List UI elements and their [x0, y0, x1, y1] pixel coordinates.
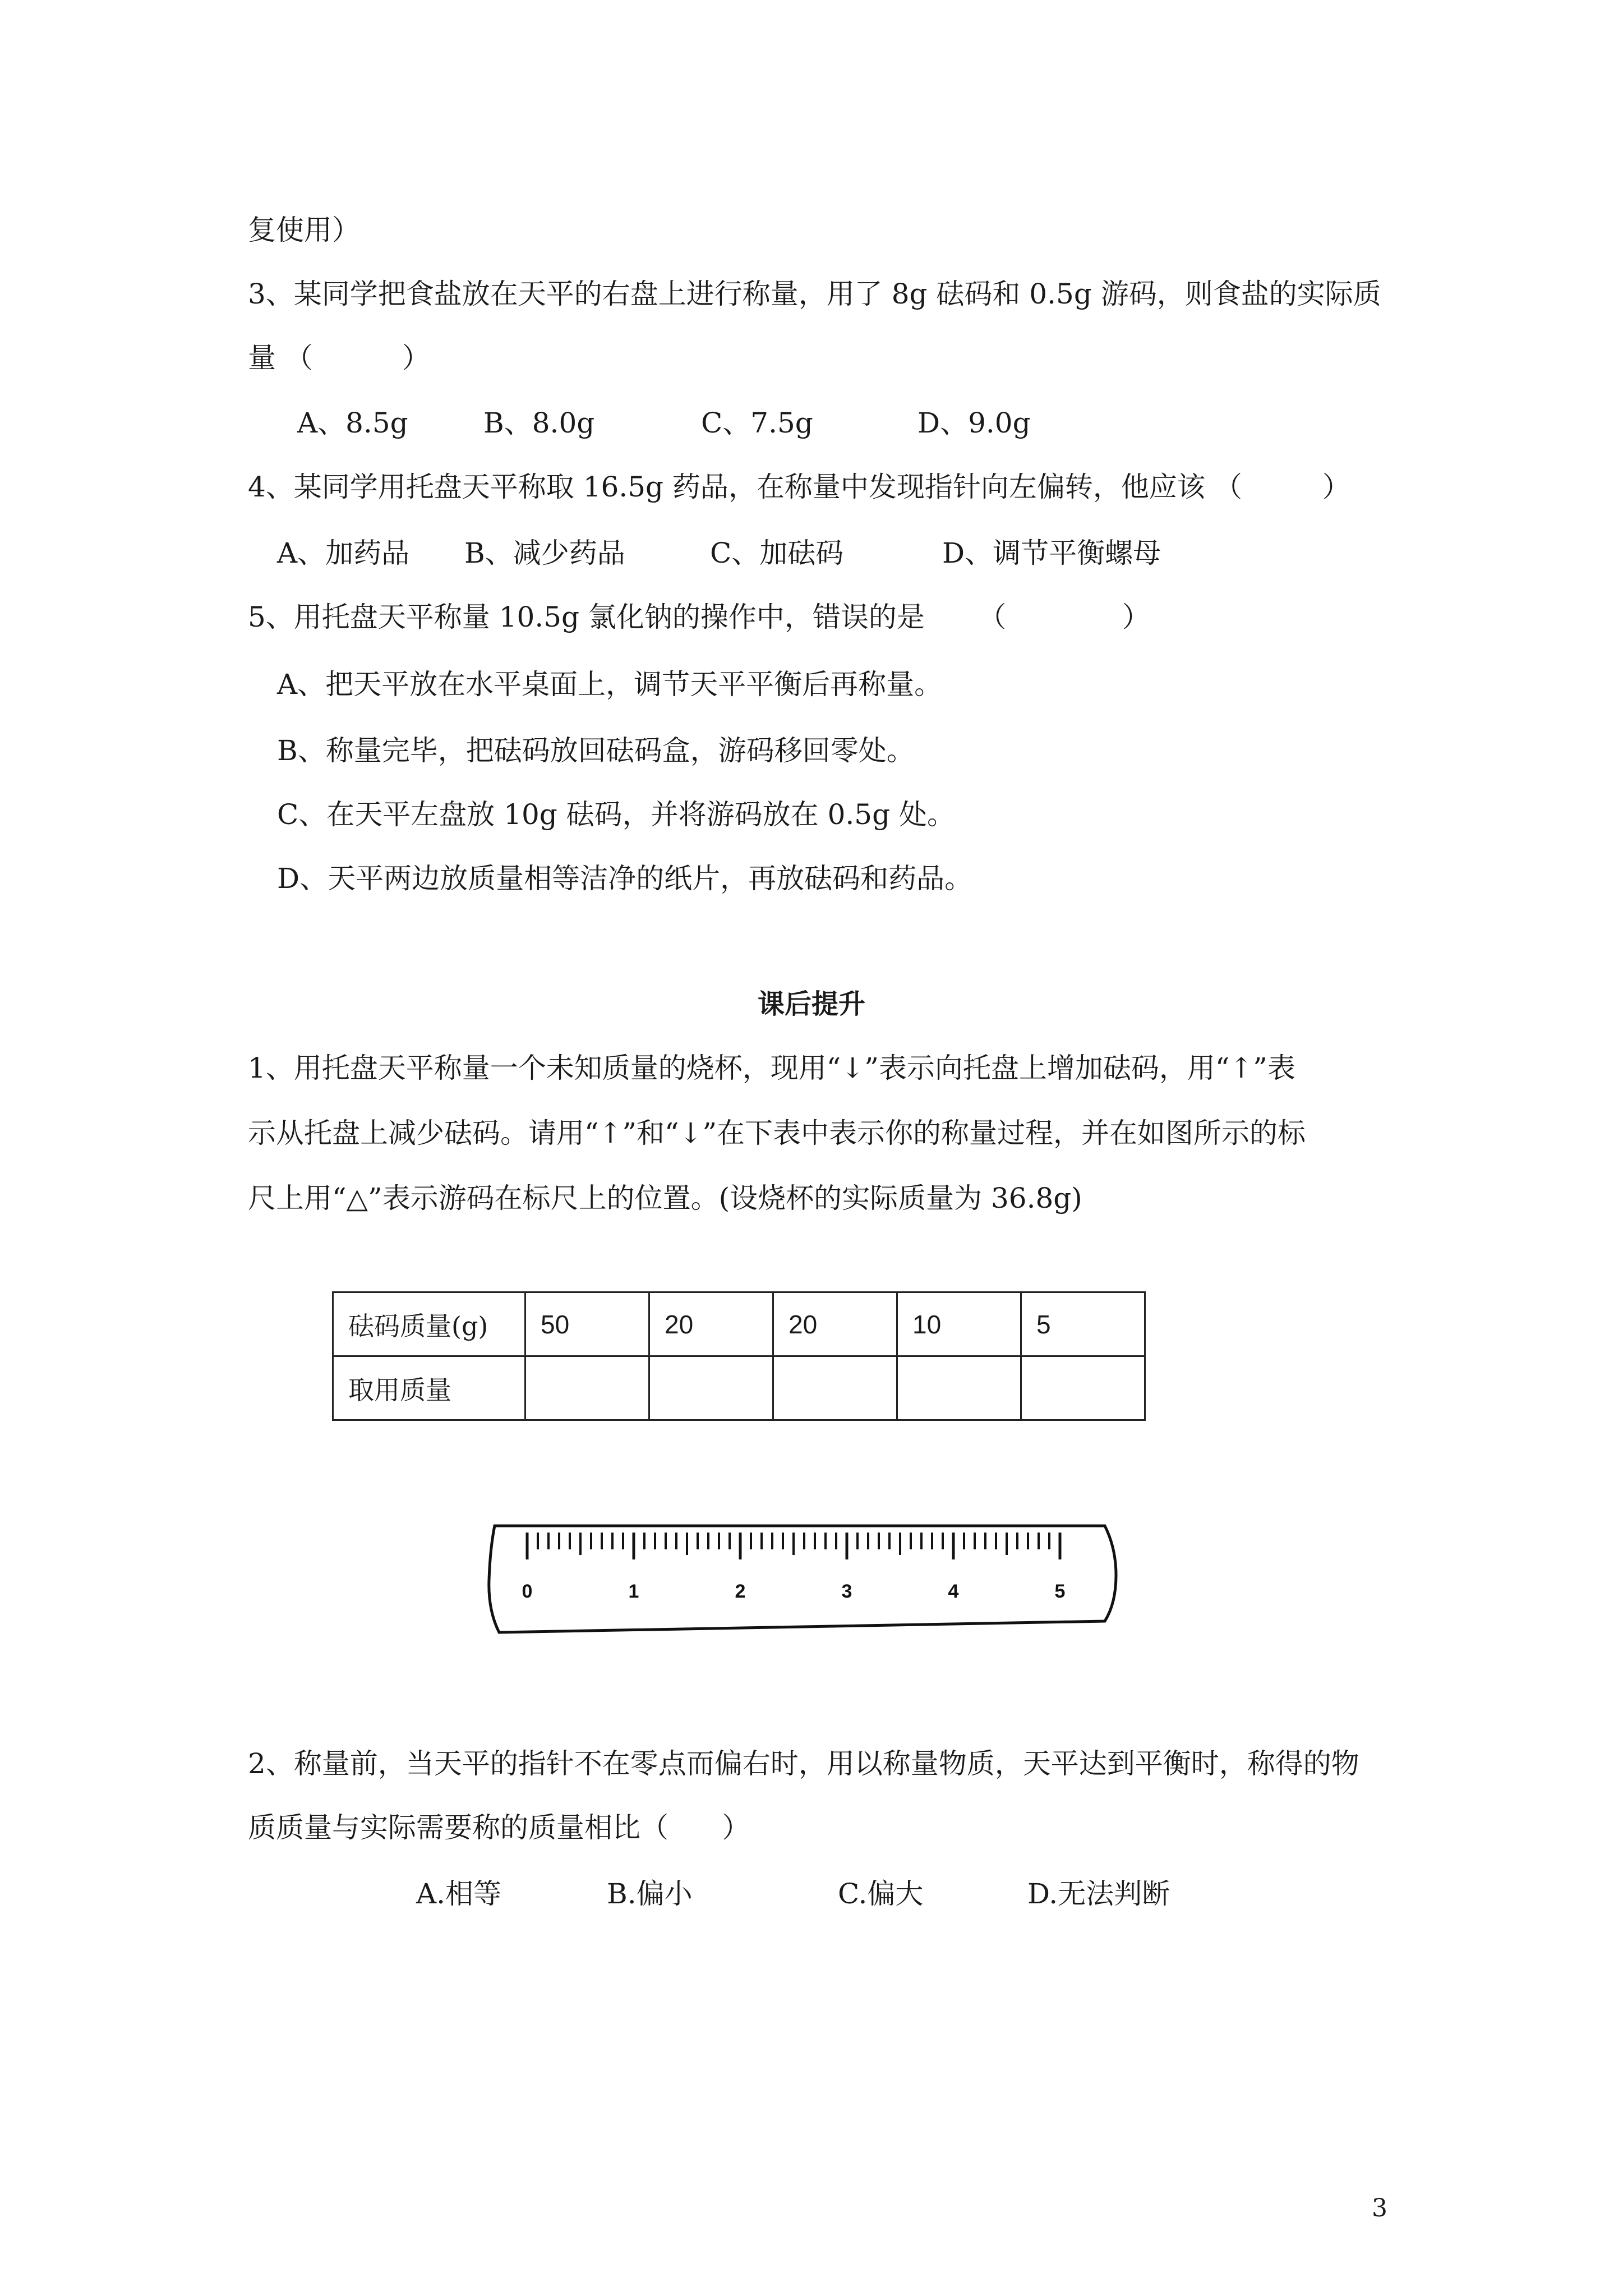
balance-ruler-diagram: [465, 1515, 1127, 1649]
q4-option-d: D、调节平衡螺母: [942, 537, 1161, 569]
weight-cell: 50: [525, 1292, 649, 1356]
p2-option-c: C.偏大: [838, 1878, 924, 1910]
weights-table: [332, 1291, 1146, 1421]
ruler-label: 1: [628, 1581, 639, 1602]
ruler-labels: [522, 1581, 1066, 1602]
problem-1-line-3: 尺上用“△”表示游码在标尺上的位置。(设烧杯的实际质量为 36.8g): [248, 1182, 1082, 1214]
ruler-label: 3: [841, 1581, 852, 1602]
q5-option-a: A、把天平放在水平桌面上，调节天平平衡后再称量。: [277, 668, 943, 701]
problem-1-line-2: 示从托盘上减少砝码。请用“↑”和“↓”在下表中表示你的称量过程，并在如图所示的标: [248, 1117, 1306, 1149]
taken-cell[interactable]: [525, 1356, 649, 1420]
section-title: 课后提升: [757, 988, 865, 1020]
q5-option-b: B、称量完毕，把砝码放回砝码盒，游码移回零处。: [277, 734, 915, 767]
ruler-label: 0: [522, 1581, 533, 1602]
table-row: [333, 1356, 1145, 1420]
taken-cell[interactable]: [649, 1356, 773, 1420]
ruler-ticks: [527, 1533, 1060, 1559]
taken-cell[interactable]: [773, 1356, 897, 1420]
question-3-line-2: 量 （ ）: [248, 342, 430, 374]
taken-cell[interactable]: [1021, 1356, 1145, 1420]
ruler-label: 4: [948, 1581, 959, 1602]
taken-cell[interactable]: [897, 1356, 1021, 1420]
q3-option-b: B、8.0g: [483, 407, 595, 439]
question-5: 5、用托盘天平称量 10.5g 氯化钠的操作中，错误的是 （ ）: [248, 601, 1150, 633]
q4-option-a: A、加药品: [277, 537, 410, 569]
question-4: 4、某同学用托盘天平称取 16.5g 药品，在称量中发现指针向左偏转，他应该 （ ）: [248, 471, 1350, 503]
p2-option-a: A.相等: [416, 1878, 502, 1910]
q3-option-c: C、7.5g: [701, 407, 813, 439]
q3-option-d: D、9.0g: [917, 407, 1031, 439]
weight-cell: 20: [649, 1292, 773, 1356]
p2-option-b: B.偏小: [607, 1878, 693, 1910]
ruler-outline: [489, 1526, 1116, 1632]
weight-cell: 5: [1021, 1292, 1145, 1356]
problem-2-line-2: 质质量与实际需要称的质量相比（ ）: [248, 1811, 750, 1844]
q3-option-a: A、8.5g: [297, 407, 408, 439]
q4-option-b: B、减少药品: [464, 537, 625, 569]
q5-option-c: C、在天平左盘放 10g 砝码，并将游码放在 0.5g 处。: [277, 798, 955, 831]
continued-text: 复使用）: [248, 214, 360, 246]
table-row: [333, 1292, 1145, 1356]
problem-1-line-1: 1、用托盘天平称量一个未知质量的烧杯，现用“↓”表示向托盘上增加砝码，用“↑”表: [248, 1052, 1295, 1084]
weight-cell: 20: [773, 1292, 897, 1356]
page-number: 3: [1372, 2194, 1387, 2223]
weight-header-cell: 砝码质量(g): [333, 1292, 525, 1356]
q4-option-c: C、加砝码: [710, 537, 844, 569]
q5-option-d: D、天平两边放质量相等洁净的纸片，再放砝码和药品。: [277, 862, 973, 895]
problem-2-line-1: 2、称量前，当天平的指针不在零点而偏右时，用以称量物质，天平达到平衡时，称得的物: [248, 1747, 1359, 1780]
weight-cell: 10: [897, 1292, 1021, 1356]
taken-header-cell: 取用质量: [333, 1356, 525, 1420]
ruler-label: 2: [735, 1581, 746, 1602]
p2-option-d: D.无法判断: [1027, 1878, 1170, 1910]
question-3-line-1: 3、某同学把食盐放在天平的右盘上进行称量，用了 8g 砝码和 0.5g 游码，则食盐的实际质: [248, 278, 1381, 310]
ruler-label: 5: [1054, 1581, 1066, 1602]
